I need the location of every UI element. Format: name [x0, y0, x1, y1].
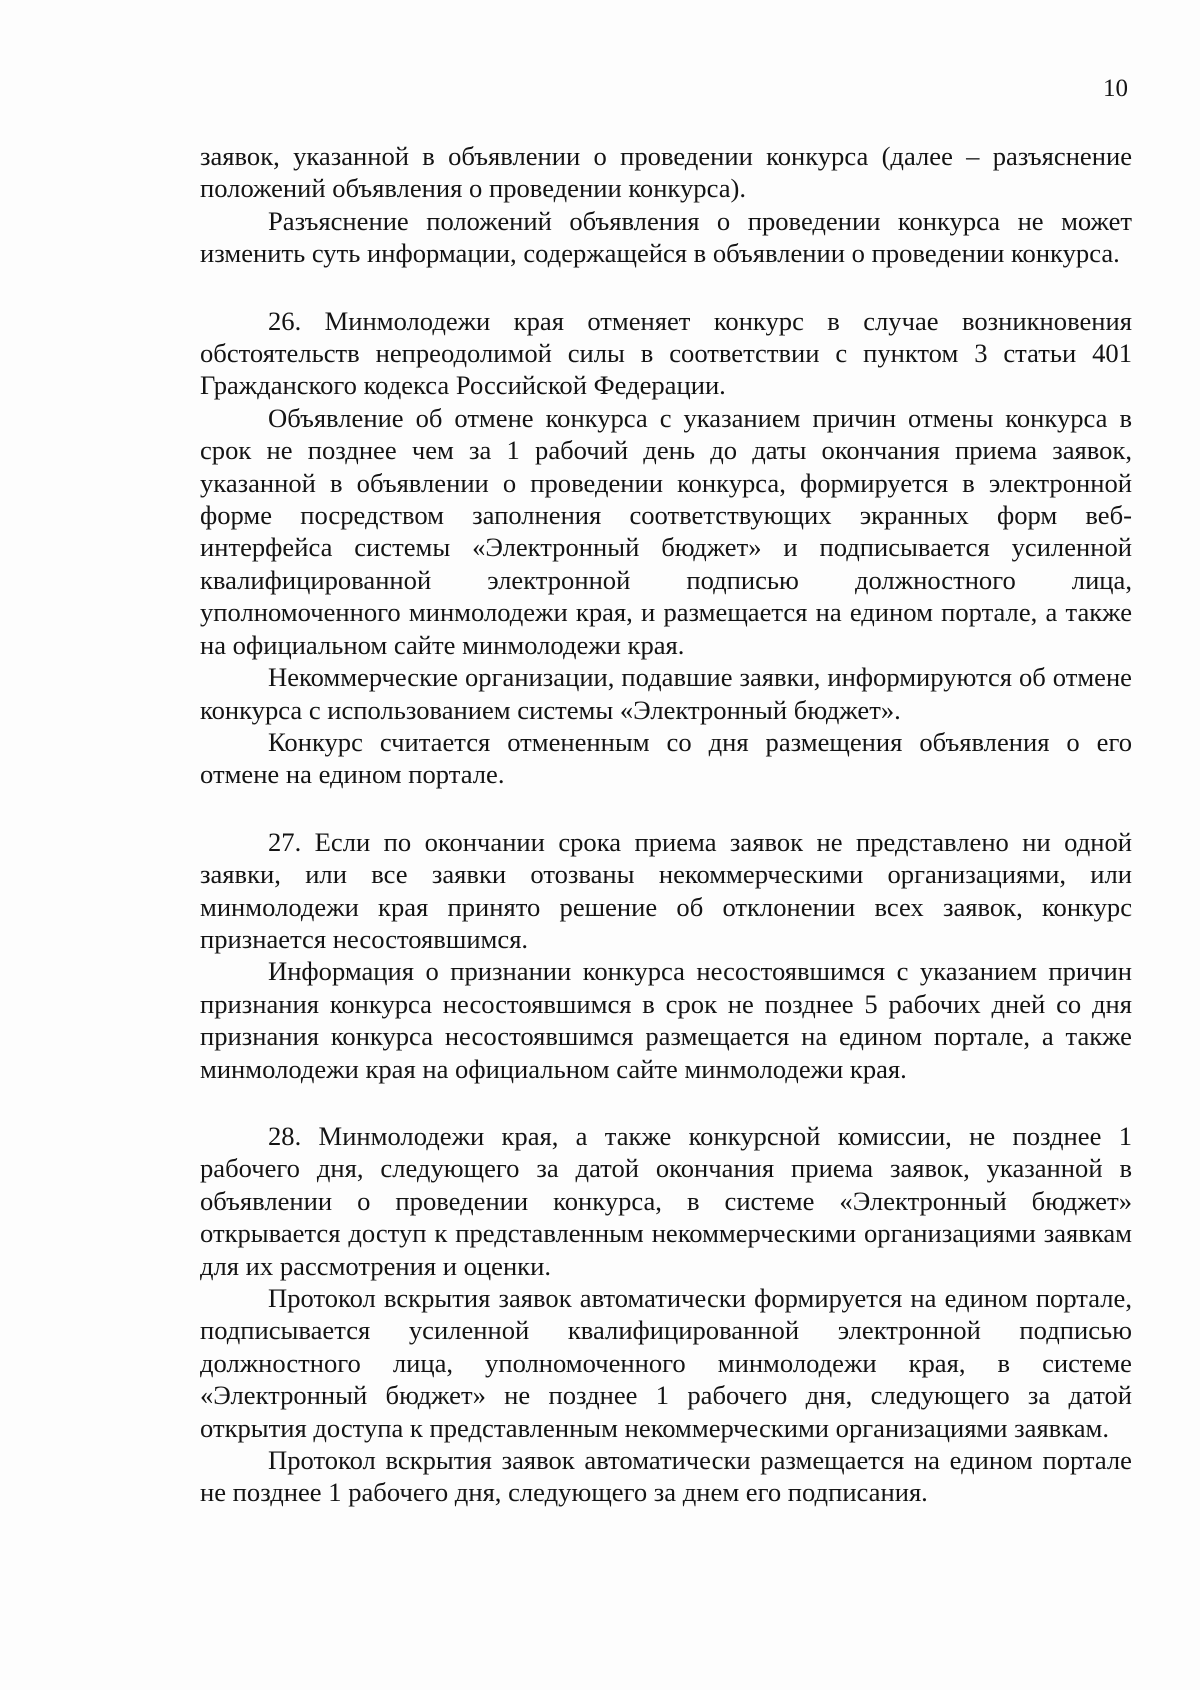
page-number: 10: [1103, 75, 1128, 102]
clause-27-failed-contest-info: Информация о признании конкурса несостоявшимся с указанием причин признания конкурса несостоявшимся в срок не позднее 5 рабочих дней со дня признания конкурса несостоявшимся размещается на едином портале, а также минмолодежи края на официальном сайте минмолодежи края.: [200, 956, 1132, 1084]
document-body: [200, 140, 1132, 1509]
clause-28-protocol-publication: Протокол вскрытия заявок автоматически размещается на едином портале не позднее 1 рабочего дня, следующего за днем его подписания.: [200, 1445, 1132, 1508]
clause-28: 28. Минмолодежи края, а также конкурсной комиссии, не позднее 1 рабочего дня, следующего за датой окончания приема заявок, указанной в объявлении о проведении конкурса, в системе «Электронный бюджет» открывается доступ к представленным некоммерческими организациями заявкам для их рассмотрения и оценки.: [200, 1120, 1132, 1281]
clause-26-organizations-informed: Некоммерческие организации, подавшие заявки, информируются об отмене конкурса с использованием системы «Электронный бюджет».: [200, 662, 1132, 725]
clause-26-cancellation-notice: Объявление об отмене конкурса с указанием причин отмены конкурса в срок не позднее чем за 1 рабочий день до даты окончания приема заявок, указанной в объявлении о проведении конкурса, формируется в электронной форме посредством заполнения соответствующих экранных форм веб-интерфейса системы «Электронный бюджет» и подписывается усиленной квалифицированной электронной подписью должностного лица, уполномоченного минмолодежи края, и размещается на едином портале, а также на официальном сайте минмолодежи края.: [200, 402, 1132, 660]
clause-26: 26. Минмолодежи края отменяет конкурс в случае возникновения обстоятельств непреодолимой силы в соответствии с пунктом 3 статьи 401 Гражданского кодекса Российской Федерации.: [200, 305, 1132, 401]
clause-27: 27. Если по окончании срока приема заявок не представлено ни одной заявки, или все заявки отозваны некоммерческими организациями, или минмолодежи края принято решение об отклонении всех заявок, конкурс признается несостоявшимся.: [200, 826, 1132, 954]
paragraph-continuation: заявок, указанной в объявлении о проведении конкурса (далее – разъяснение положений объявления о проведении конкурса).: [200, 141, 1132, 204]
clause-26-cancellation-effective: Конкурс считается отмененным со дня размещения объявления о его отмене на едином портале.: [200, 726, 1132, 790]
paragraph-clarification-limit: Разъяснение положений объявления о проведении конкурса не может изменить суть информации, содержащейся в объявлении о проведении конкурса.: [200, 205, 1132, 269]
clause-28-opening-protocol: Протокол вскрытия заявок автоматически формируется на едином портале, подписывается усиленной квалифицированной электронной подписью должностного лица, уполномоченного минмолодежи края, в системе «Электронный бюджет» не позднее 1 рабочего дня, следующего за датой открытия доступа к представленным некоммерческими организациями заявкам.: [200, 1283, 1132, 1443]
